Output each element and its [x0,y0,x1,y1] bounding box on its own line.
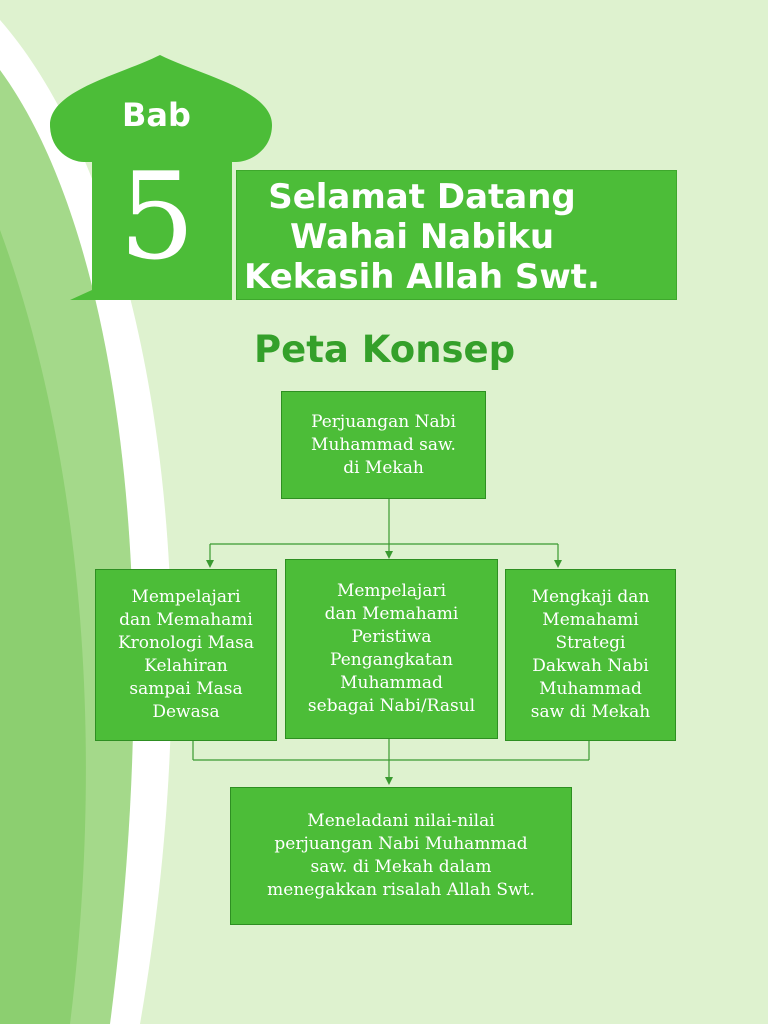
branch-3-line-4: Dakwah Nabi [532,656,649,676]
chapter-number: 5 [118,148,196,287]
branch-2-line-5: Muhammad [340,673,443,693]
branch-2-line-2: dan Memahami [324,604,459,624]
branch-2-line-1: Mempelajari [336,581,447,601]
conclusion-line-2: perjuangan Nabi Muhammad [274,834,528,854]
title-line-3: Kekasih Allah Swt. [244,257,600,297]
branch-2-line-6: sebagai Nabi/Rasul [307,696,476,716]
concept-conclusion-box [230,787,572,925]
conclusion-line-3: saw. di Mekah dalam [310,857,492,877]
branch-3-line-6: saw di Mekah [530,702,651,722]
branch-3-line-5: Muhammad [539,679,642,699]
branch-3-line-2: Memahami [542,610,639,630]
branch-1-line-2: dan Memahami [119,610,253,630]
chapter-label: Bab [122,96,191,134]
concept-root-line-1: Perjuangan Nabi [311,411,456,432]
branch-2-line-3: Peristiwa [351,627,432,647]
concept-root-line-3: di Mekah [343,457,424,478]
concept-root-box [281,391,486,499]
branch-1-line-3: Kronologi Masa [117,633,255,653]
branch-3-line-3: Strategi [555,633,626,653]
branch-1-line-6: Dewasa [152,702,220,722]
title-banner [236,170,677,300]
concept-branch-1-box [95,569,277,741]
section-heading: Peta Konsep [254,328,516,371]
title-line-2: Wahai Nabiku [289,217,555,257]
title-line-1: Selamat Datang [268,177,576,217]
branch-1-line-4: Kelahiran [144,656,228,676]
branch-2-line-4: Pengangkatan [330,650,453,670]
concept-root-line-2: Muhammad saw. [311,434,456,455]
branch-1-line-1: Mempelajari [131,587,241,607]
concept-branch-3-box [505,569,676,741]
conclusion-line-4: menegakkan risalah Allah Swt. [267,880,535,900]
branch-3-line-1: Mengkaji dan [531,587,650,607]
conclusion-line-1: Meneladani nilai-nilai [307,811,495,831]
branch-1-line-5: sampai Masa [129,679,243,699]
concept-branch-2-box [285,559,498,739]
